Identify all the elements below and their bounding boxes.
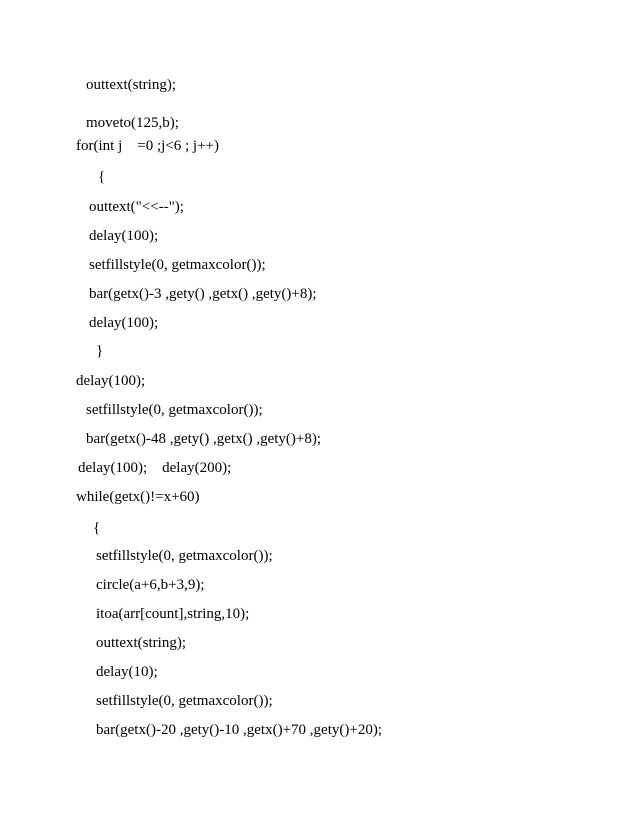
code-line: { — [98, 169, 106, 185]
code-line: delay(10); — [96, 664, 158, 680]
code-line: bar(getx()-20 ,gety()-10 ,getx()+70 ,gety()+20); — [96, 722, 382, 738]
code-line: setfillstyle(0, getmaxcolor()); — [86, 402, 263, 418]
code-line: outtext(string); — [96, 635, 186, 651]
code-line: outtext("<<--"); — [89, 199, 184, 215]
code-line: setfillstyle(0, getmaxcolor()); — [96, 693, 273, 709]
code-line: for(int j =0 ;j<6 ; j++) — [76, 138, 219, 154]
code-line: setfillstyle(0, getmaxcolor()); — [89, 257, 266, 273]
code-line: bar(getx()-48 ,gety() ,getx() ,gety()+8); — [86, 431, 322, 447]
code-line: while(getx()!=x+60) — [76, 489, 200, 505]
code-line: } — [96, 343, 104, 359]
code-line: moveto(125,b); — [86, 115, 179, 131]
code-line: delay(100); delay(200); — [78, 460, 232, 476]
code-line: outtext(string); — [86, 77, 176, 93]
code-line: circle(a+6,b+3,9); — [96, 577, 205, 593]
code-line: setfillstyle(0, getmaxcolor()); — [96, 548, 273, 564]
code-line: delay(100); — [76, 373, 146, 389]
code-line: { — [93, 520, 101, 536]
code-line: bar(getx()-3 ,gety() ,getx() ,gety()+8); — [89, 286, 317, 302]
code-line: itoa(arr[count],string,10); — [96, 606, 250, 622]
code-line: delay(100); — [89, 315, 159, 331]
code-line: delay(100); — [89, 228, 159, 244]
